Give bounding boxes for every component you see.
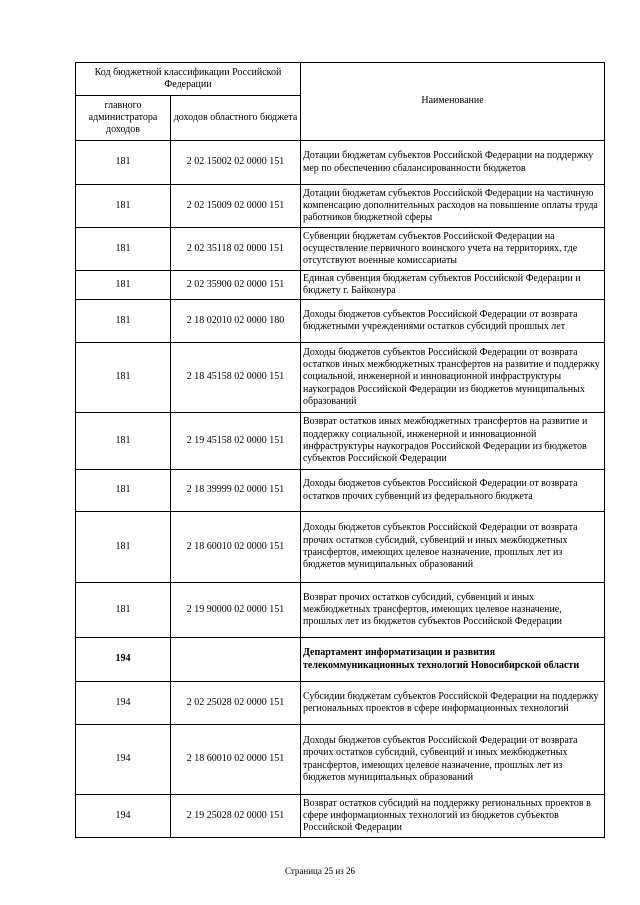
row-name: Дотации бюджетам субъектов Российской Федерации на поддержку мер по обеспечению сбалансированности бюджетов [301,141,605,185]
row-name: Доходы бюджетов субъектов Российской Федерации от возврата остатков иных межбюджетных трансфертов на развитие и поддержку социальной, инженерной и инновационной инфраструктуры наукоградов Российской Федерации из бюджетов муниципальных образований [301,343,605,413]
income-code: 2 02 35118 02 0000 151 [171,228,301,271]
header-income: доходов областного бюджета [171,96,301,141]
row-name: Возврат остатков иных межбюджетных трансфертов на развитие и поддержку социальной, инженерной и инновационной инфраструктуры наукоградов Российской Федерации из бюджетов субъектов Российской Федерации [301,413,605,470]
table-row [76,725,605,795]
table-row [76,682,605,725]
admin-code: 181 [76,512,171,583]
admin-code: 194 [76,795,171,838]
header-admin: главного администратора доходов [76,96,171,141]
admin-code: 181 [76,583,171,638]
admin-code: 194 [76,682,171,725]
income-code [171,638,301,682]
income-code: 2 19 25028 02 0000 151 [171,795,301,838]
row-name: Доходы бюджетов субъектов Российской Федерации от возврата прочих остатков субсидий, субвенций и иных межбюджетных трансфертов, имеющих целевое назначение, прошлых лет из бюджетов муниципальных образований [301,725,605,795]
row-name: Доходы бюджетов субъектов Российской Федерации от возврата бюджетными учреждениями остатков субсидий прошлых лет [301,300,605,343]
income-code: 2 18 45158 02 0000 151 [171,343,301,413]
department-row [76,638,605,682]
row-name: Дотации бюджетам субъектов Российской Федерации на частичную компенсацию дополнительных расходов на повышение оплаты труда работников бюджетной сферы [301,185,605,228]
income-code: 2 18 60010 02 0000 151 [171,512,301,583]
income-code: 2 18 39999 02 0000 151 [171,470,301,512]
page-number: Страница 25 из 26 [285,866,355,876]
budget-classification-table [75,62,605,838]
income-code: 2 19 45158 02 0000 151 [171,413,301,470]
table-row [76,470,605,512]
income-code: 2 02 15002 02 0000 151 [171,141,301,185]
table-row [76,413,605,470]
table-row [76,141,605,185]
table-row [76,228,605,271]
table-row [76,343,605,413]
table-row [76,512,605,583]
admin-code: 181 [76,228,171,271]
row-name: Единая субвенция бюджетам субъектов Российской Федерации и бюджету г. Байконура [301,271,605,300]
admin-code: 181 [76,271,171,300]
row-name: Возврат прочих остатков субсидий, субвенций и иных межбюджетных трансфертов, имеющих целевое назначение, прошлых лет из бюджетов субъектов Российской Федерации [301,583,605,638]
header-row [76,63,605,96]
income-code: 2 18 02010 02 0000 180 [171,300,301,343]
income-code: 2 02 15009 02 0000 151 [171,185,301,228]
admin-code: 181 [76,343,171,413]
income-code: 2 02 25028 02 0000 151 [171,682,301,725]
row-name: Субсидии бюджетам субъектов Российской Федерации на поддержку региональных проектов в сфере информационных технологий [301,682,605,725]
admin-code: 181 [76,300,171,343]
row-name: Возврат остатков субсидий на поддержку региональных проектов в сфере информационных технологий из бюджетов субъектов Российской Федерации [301,795,605,838]
row-name: Доходы бюджетов субъектов Российской Федерации от возврата остатков прочих субвенций из федерального бюджета [301,470,605,512]
header-name: Наименование [301,63,605,141]
income-code: 2 18 60010 02 0000 151 [171,725,301,795]
table-row [76,795,605,838]
row-name: Субвенции бюджетам субъектов Российской Федерации на осуществление первичного воинского учета на территориях, где отсутствуют военные комиссариаты [301,228,605,271]
table-row [76,583,605,638]
table-row [76,185,605,228]
admin-code: 181 [76,141,171,185]
admin-code: 181 [76,470,171,512]
admin-code: 181 [76,413,171,470]
admin-code: 181 [76,185,171,228]
row-name: Доходы бюджетов субъектов Российской Федерации от возврата прочих остатков субсидий, субвенций и иных межбюджетных трансфертов, имеющих целевое назначение, прошлых лет из бюджетов муниципальных образований [301,512,605,583]
department-name: Департамент информатизации и развития телекоммуникационных технологий Новосибирской области [301,638,605,682]
table-row [76,271,605,300]
admin-code: 194 [76,725,171,795]
table-row [76,300,605,343]
income-code: 2 02 35900 02 0000 151 [171,271,301,300]
income-code: 2 19 90000 02 0000 151 [171,583,301,638]
admin-code: 194 [76,638,171,682]
header-group: Код бюджетной классификации Российской Федерации [76,63,301,96]
